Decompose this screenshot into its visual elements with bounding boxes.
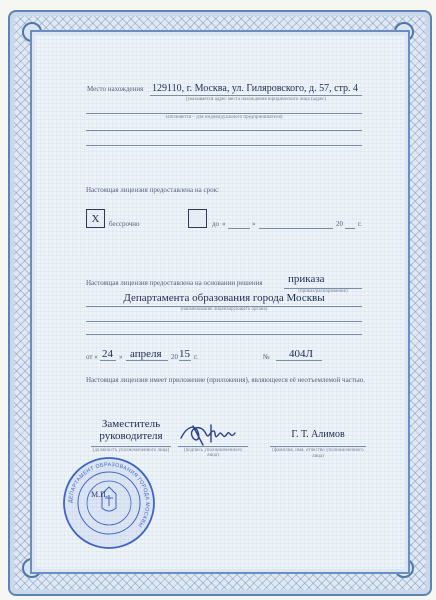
term-label: Настоящая лицензия предоставлена на срок: [86,186,219,194]
date-day-line [100,360,116,361]
number-underline [276,360,322,361]
indefinite-label: бессрочно [109,220,140,228]
until-year-line [345,228,355,229]
indefinite-checkbox [86,209,105,228]
appendix-text: Настоящая лицензия имеет приложение (приложения), являющееся её неотъемлемой частью. [86,376,366,384]
name-caption: (фамилия, имя, отчество уполномоченного лица) [272,448,364,459]
date-day: 24 [102,348,113,360]
date-quote-close: » [119,353,123,361]
checkbox-mark: X [91,212,100,225]
location-caption-2: заполняется – для индивидуального предпринимателя) [165,115,283,120]
blank-line [86,321,362,322]
until-quote-close: » [252,220,256,228]
date-from-label: от « [86,353,98,361]
date-year-prefix: 20 [171,353,178,361]
blank-line [86,130,362,131]
signatory-position [92,418,170,443]
position-caption: (должность уполномоченного лица) [92,448,170,453]
location-underline [150,95,362,96]
seal-ring-text: ДЕПАРТАМЕНТ ОБРАЗОВАНИЯ ГОРОДА МОСКВЫ [67,461,151,529]
date-year-line [179,360,191,361]
blank-line [86,145,362,146]
signatory-name: Г. Т. Алимов [291,429,345,440]
until-year-prefix: 20 [336,220,343,228]
date-month: апреля [130,348,162,360]
location-value: 129110, г. Москва, ул. Гиляровского, д. 57, стр. 4 [152,83,359,94]
until-quote-open: « [222,220,226,228]
authority-name: Департамента образования города Москвы [123,292,325,304]
until-checkbox [188,209,207,228]
license-number: 404Л [289,348,313,360]
date-year: 15 [179,348,190,360]
mp-label: М.П. [91,490,108,499]
name-underline [270,446,366,447]
blank-line [86,334,362,335]
location-label: Место нахождения [87,85,144,93]
basis-label: Настоящая лицензия предоставлена на основании решения [86,279,263,287]
official-seal [61,455,157,551]
signature-caption: (подпись уполномоченного лица) [183,448,243,458]
decision-type: приказа [288,273,325,285]
until-month-line [259,228,333,229]
until-day-line [228,228,250,229]
until-label: до [212,220,220,228]
until-year-suffix: г. [358,220,362,228]
location-underline-2 [86,113,362,114]
date-year-suffix: г. [194,353,198,361]
position-line-1: Заместитель [101,418,161,430]
position-line-2: руководителя [99,430,163,443]
location-caption-1: (указывается адрес места нахождения юридического лица (адрес) [185,97,327,102]
authority-caption: (наименование лицензирующего органа) [180,307,268,312]
signature-underline [178,446,248,447]
number-label: № [263,353,270,361]
position-underline [91,446,171,447]
decision-caption: (приказ/распоряжение) [298,289,348,294]
date-month-line [126,360,168,361]
